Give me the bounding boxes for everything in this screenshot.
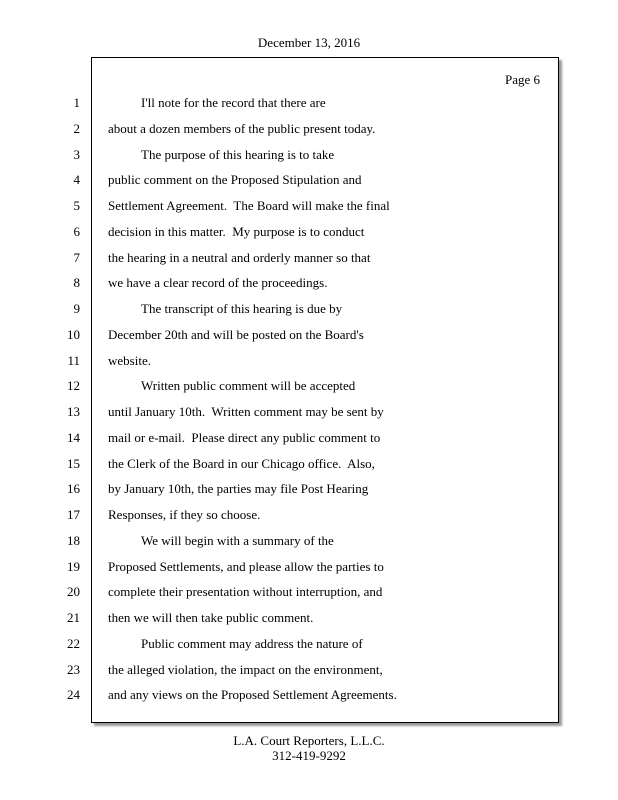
transcript-line: the Clerk of the Board in our Chicago office. Also,: [108, 455, 375, 471]
transcript-line: until January 10th. Written comment may be sent by: [108, 404, 384, 419]
line-number: 15: [67, 455, 80, 471]
line-number: 24: [67, 687, 80, 703]
footer-company: L.A. Court Reporters, L.L.C.: [233, 733, 385, 748]
line-number: 16: [67, 481, 80, 497]
page-number: Page 6: [504, 72, 540, 87]
line-number: 9: [73, 301, 80, 316]
transcript-line: then we will then take public comment.: [108, 610, 314, 625]
transcript-line: by January 10th, the parties may file Post Hearing: [108, 481, 369, 497]
line-number: 3: [73, 146, 80, 162]
transcript-line: decision in this matter. My purpose is to conduct: [108, 223, 365, 239]
transcript-line: December 20th and will be posted on the Board's: [108, 326, 364, 342]
transcript-line: The transcript of this hearing is due by: [141, 301, 343, 316]
transcript-line: public comment on the Proposed Stipulation and: [108, 172, 362, 188]
footer-phone: 312-419-9292: [272, 748, 346, 763]
transcript-line: Responses, if they so choose.: [108, 507, 261, 522]
line-number: 2: [73, 120, 80, 136]
transcript-line: mail or e-mail. Please direct any public comment to: [108, 429, 381, 445]
transcript-line: complete their presentation without interruption, and: [108, 584, 383, 600]
line-number: 20: [67, 584, 80, 600]
line-number: 11: [67, 352, 80, 368]
transcript-line: The purpose of this hearing is to take: [141, 146, 335, 162]
line-number: 18: [67, 532, 80, 548]
line-number: 5: [73, 198, 80, 213]
line-number: 23: [67, 661, 80, 677]
transcript-line: the hearing in a neutral and orderly manner so that: [108, 249, 371, 265]
transcript-line: and any views on the Proposed Settlement Agreements.: [108, 687, 397, 703]
transcript-line: website.: [108, 352, 151, 368]
header-date: December 13, 2016: [257, 35, 361, 50]
line-number: 7: [73, 249, 80, 265]
transcript-line: We will begin with a summary of the: [141, 532, 334, 548]
transcript-line: Settlement Agreement. The Board will make the final: [108, 198, 390, 213]
transcript-line: about a dozen members of the public present today.: [108, 120, 376, 136]
line-number: 21: [67, 610, 80, 625]
line-number: 1: [73, 95, 80, 110]
line-number: 17: [67, 507, 80, 522]
transcript-line: Public comment may address the nature of: [141, 635, 363, 651]
transcript-line: we have a clear record of the proceedings.: [108, 275, 328, 291]
line-number: 8: [73, 275, 80, 291]
transcript-line: Proposed Settlements, and please allow the parties to: [108, 558, 384, 574]
transcript-line: the alleged violation, the impact on the environment,: [108, 661, 383, 677]
line-number: 14: [67, 429, 80, 445]
line-number: 19: [67, 558, 80, 574]
line-number: 22: [67, 635, 80, 651]
line-number: 6: [73, 223, 80, 239]
line-number: 4: [73, 172, 80, 188]
line-number: 12: [67, 378, 80, 394]
transcript-line: I'll note for the record that there are: [141, 95, 326, 110]
line-number: 10: [67, 326, 80, 342]
line-number: 13: [67, 404, 80, 419]
transcript-line: Written public comment will be accepted: [141, 378, 356, 394]
